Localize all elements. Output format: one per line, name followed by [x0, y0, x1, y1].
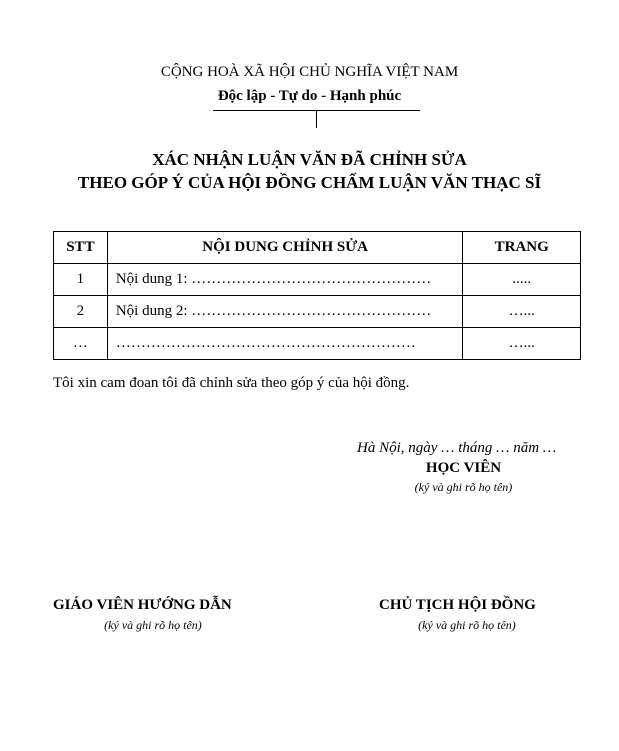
- table-row: [54, 328, 581, 360]
- motto-tick-mark: [316, 110, 317, 128]
- table-header-row: [54, 232, 581, 264]
- student-signature-note: (ký và ghi rõ họ tên): [414, 480, 513, 494]
- cell-content: Nội dung 1: …………………………………………: [107, 264, 463, 296]
- header-page: TRANG: [463, 232, 581, 264]
- cell-stt: …: [54, 328, 108, 360]
- document-title-line-2: THEO GÓP Ý CỦA HỘI ĐỒNG CHẤM LUẬN VĂN THẠC SĨ: [77, 173, 542, 192]
- chair-signature-note: (ký và ghi rõ họ tên): [418, 618, 516, 632]
- cell-content: Nội dung 2: …………………………………………: [107, 296, 463, 328]
- motto: Độc lập - Tự do - Hạnh phúc: [217, 88, 402, 104]
- header-content: NỘI DUNG CHỈNH SỬA: [107, 232, 463, 264]
- advisor-signature-title: GIÁO VIÊN HƯỚNG DẪN: [53, 597, 232, 613]
- cell-page: …...: [463, 328, 581, 360]
- cell-page: .....: [463, 264, 581, 296]
- cell-content: ……………………………………………………: [107, 328, 463, 360]
- place-date-line: Hà Nội, ngày … tháng … năm …: [357, 440, 557, 456]
- revision-table: [53, 231, 581, 360]
- national-name: CỘNG HOÀ XÃ HỘI CHỦ NGHĨA VIỆT NAM: [160, 64, 459, 80]
- table-row: [54, 264, 581, 296]
- advisor-signature-note: (ký và ghi rõ họ tên): [104, 618, 202, 632]
- commitment-statement: Tôi xin cam đoan tôi đã chỉnh sửa theo góp ý của hội đồng.: [53, 375, 410, 391]
- cell-stt: 1: [54, 264, 108, 296]
- chair-signature-title: CHỦ TỊCH HỘI ĐỒNG: [379, 597, 536, 613]
- student-signature-title: HỌC VIÊN: [425, 460, 502, 476]
- document-title-line-1: XÁC NHẬN LUẬN VĂN ĐÃ CHỈNH SỬA: [152, 150, 467, 169]
- cell-stt: 2: [54, 296, 108, 328]
- cell-page: …...: [463, 296, 581, 328]
- header-stt: STT: [54, 232, 108, 264]
- table-row: [54, 296, 581, 328]
